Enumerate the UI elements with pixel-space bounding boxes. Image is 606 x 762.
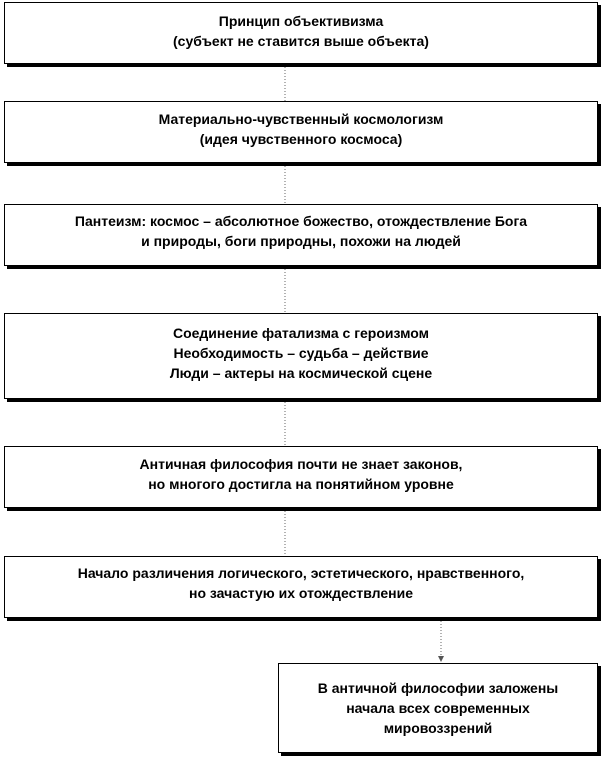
node-text-line: и природы, боги природны, похожи на людей — [141, 233, 461, 249]
node-distinction-beginning — [4, 556, 598, 618]
node-text-line: но многого достигла на понятийном уровне — [148, 476, 454, 492]
node-text-line: Пантеизм: космос – абсолютное божество, отождествление Бога — [74, 213, 528, 229]
node-text-line: Принцип объективизма — [218, 13, 384, 29]
node-text-line: (идея чувственного космоса) — [199, 131, 403, 147]
node-text-line: Соединение фатализма с героизмом — [172, 325, 430, 341]
node-text-line: Начало различения логического, эстетического, нравственного, — [77, 565, 525, 581]
node-text-line: начала всех современных — [346, 700, 530, 716]
node-laws-and-concepts — [4, 446, 598, 508]
node-fatalism-heroism — [4, 313, 598, 399]
node-text-line: Необходимость – судьба – действие — [173, 345, 429, 361]
node-text-line: Материально-чувственный космологизм — [158, 111, 444, 127]
node-text-line: Люди – актеры на космической сцене — [169, 365, 433, 381]
node-text-line: (субъект не ставится выше объекта) — [173, 33, 429, 49]
node-material-cosmologism — [4, 101, 598, 163]
node-text-line: но зачастую их отождествление — [189, 585, 413, 601]
node-objectivism-principle — [4, 2, 598, 64]
node-text-line: В античной философии заложены — [317, 680, 559, 696]
node-text-line: Античная философия почти не знает законов, — [139, 456, 463, 472]
node-text-line: мировоззрений — [383, 720, 493, 736]
node-pantheism — [4, 204, 598, 266]
arrowhead-6-7 — [438, 656, 444, 662]
node-modern-worldviews — [278, 663, 598, 753]
